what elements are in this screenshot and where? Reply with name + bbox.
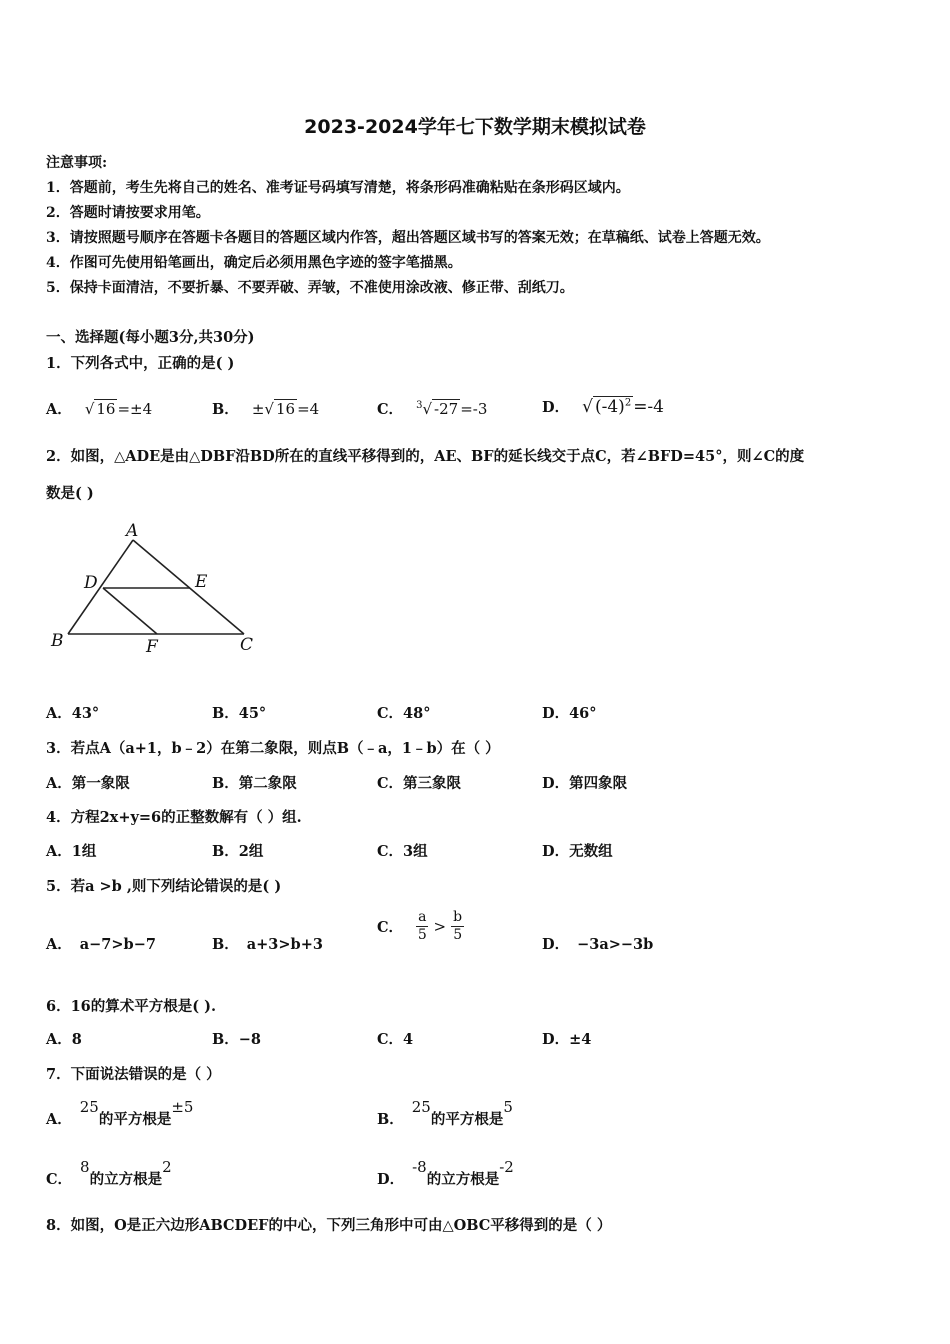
option-label: D． (377, 1171, 405, 1188)
option-label: A． (46, 936, 72, 953)
cbrt-expression: √ -27 (422, 400, 459, 418)
q7-option-d: D．-8的立方根是-2 (377, 1158, 514, 1188)
point-label-b: B (51, 631, 64, 651)
q2-option-d: D．46° (542, 705, 597, 722)
option-label: C． (46, 1171, 73, 1188)
q5-option-b: B． a+3>b+3 (212, 936, 323, 953)
sqrt-expression: √ 16 (84, 400, 116, 418)
q1-option-d: D． √ $(-4)^2 =-4$ (542, 397, 664, 417)
notice-item: 4．作图可先使用铅笔画出，确定后必须用黑色字迹的签字笔描黑。 (46, 255, 462, 271)
option-label: C． (377, 401, 404, 418)
q3-option-c: C．第三象限 (377, 775, 462, 792)
q7-option-b: B．25的平方根是5 (377, 1098, 513, 1128)
q6-option-b: B．−8 (212, 1031, 261, 1048)
option-label: A． (46, 401, 72, 418)
q4-option-c: C．3组 (377, 843, 428, 860)
question-2-stem-cont: 数是( ) (46, 485, 94, 502)
question-4-stem: 4．方程2x+y=6的正整数解有（ ）组. (46, 809, 302, 826)
notice-item: 3．请按照题号顺序在答题卡各题目的答题区域内作答，超出答题区域书写的答案无效；在草稿纸、试卷上答题无效。 (46, 230, 770, 246)
q1-option-b: B． ±√ 16 =4 (212, 400, 320, 418)
page-title: 2023-2024学年七下数学期末模拟试卷 (304, 116, 646, 138)
question-8-stem: 8．如图，O是正六边形ABCDEF的中心，下列三角形中可由△OBC平移得到的是（ ） (46, 1217, 612, 1234)
q5-option-a: A． a−7>b−7 (46, 936, 156, 953)
segment-DF (103, 588, 157, 634)
q7-option-c: C．8的立方根是2 (46, 1158, 172, 1188)
section-heading: 一、选择题(每小题3分,共30分) (46, 329, 255, 346)
point-label-c: C (240, 635, 254, 655)
option-label: C． (377, 918, 404, 936)
segment-AB (68, 540, 133, 634)
q1-option-c: C． $^3$√ -27 =-3 (377, 400, 488, 418)
q3-option-b: B．第二象限 (212, 775, 297, 792)
option-label: D． (542, 399, 570, 416)
q5-option-d: D． −3a>−3b (542, 936, 654, 953)
q6-option-c: C．4 (377, 1031, 414, 1048)
question-2-stem: 2．如图，△ADE是由△DBF沿BD所在的直线平移得到的，AE、BF的延长线交于点C，若∠BFD=45°，则∠C的度 (46, 448, 805, 465)
fraction-b-over-5: $\frac{b}{5}$ (453, 909, 463, 943)
q3-option-a: A．第一象限 (46, 775, 130, 792)
point-label-f: F (146, 637, 158, 657)
triangle-figure (46, 518, 266, 658)
notice-heading: 注意事项: (46, 155, 108, 171)
sqrt-expression: √ $(-4)^2$ (582, 397, 632, 417)
q5-option-c: C． $\frac{a}{5}$ > $\frac{b}{5}$ (377, 909, 463, 943)
notice-item: 5．保持卡面清洁，不要折暴、不要弄破、弄皱，不准使用涂改液、修正带、刮纸刀。 (46, 280, 574, 296)
option-label: B． (212, 936, 239, 953)
q6-option-d: D．±4 (542, 1031, 592, 1048)
question-1-stem: 1．下列各式中，正确的是( ) (46, 355, 235, 372)
q1-option-a: A． √ 16 =±4 (46, 400, 153, 418)
q2-option-a: A．43° (46, 705, 100, 722)
q2-option-b: B．45° (212, 705, 267, 722)
q7-option-a: A．25的平方根是±5 (46, 1098, 194, 1128)
question-7-stem: 7．下面说法错误的是（ ） (46, 1066, 221, 1083)
q2-option-c: C．48° (377, 705, 431, 722)
question-6-stem: 6．16的算术平方根是( ). (46, 998, 217, 1015)
point-label-a: A (126, 521, 139, 541)
sqrt-expression: √ 16 (264, 400, 296, 418)
point-label-d: D (84, 573, 98, 593)
fraction-a-over-5: $\frac{a}{5}$ (417, 909, 427, 943)
q6-option-a: A．8 (46, 1031, 82, 1048)
q4-option-a: A．1组 (46, 843, 97, 860)
root-index: 3 (416, 400, 423, 411)
option-label: A． (46, 1111, 72, 1128)
option-label: B． (212, 401, 239, 418)
question-5-stem: 5．若a >b ,则下列结论错误的是( ) (46, 878, 282, 895)
question-3-stem: 3．若点A（a+1，b﹣2）在第二象限，则点B（﹣a，1﹣b）在（ ） (46, 740, 500, 757)
notice-item: 1．答题前，考生先将自己的姓名、准考证号码填写清楚，将条形码准确粘贴在条形码区域内。 (46, 180, 630, 196)
point-label-e: E (195, 572, 208, 592)
segment-AC (133, 540, 244, 634)
option-label: D． (542, 936, 570, 953)
q3-option-d: D．第四象限 (542, 775, 628, 792)
q4-option-d: D．无数组 (542, 843, 613, 860)
option-label: B． (377, 1111, 404, 1128)
q4-option-b: B．2组 (212, 843, 264, 860)
notice-item: 2．答题时请按要求用笔。 (46, 205, 210, 221)
